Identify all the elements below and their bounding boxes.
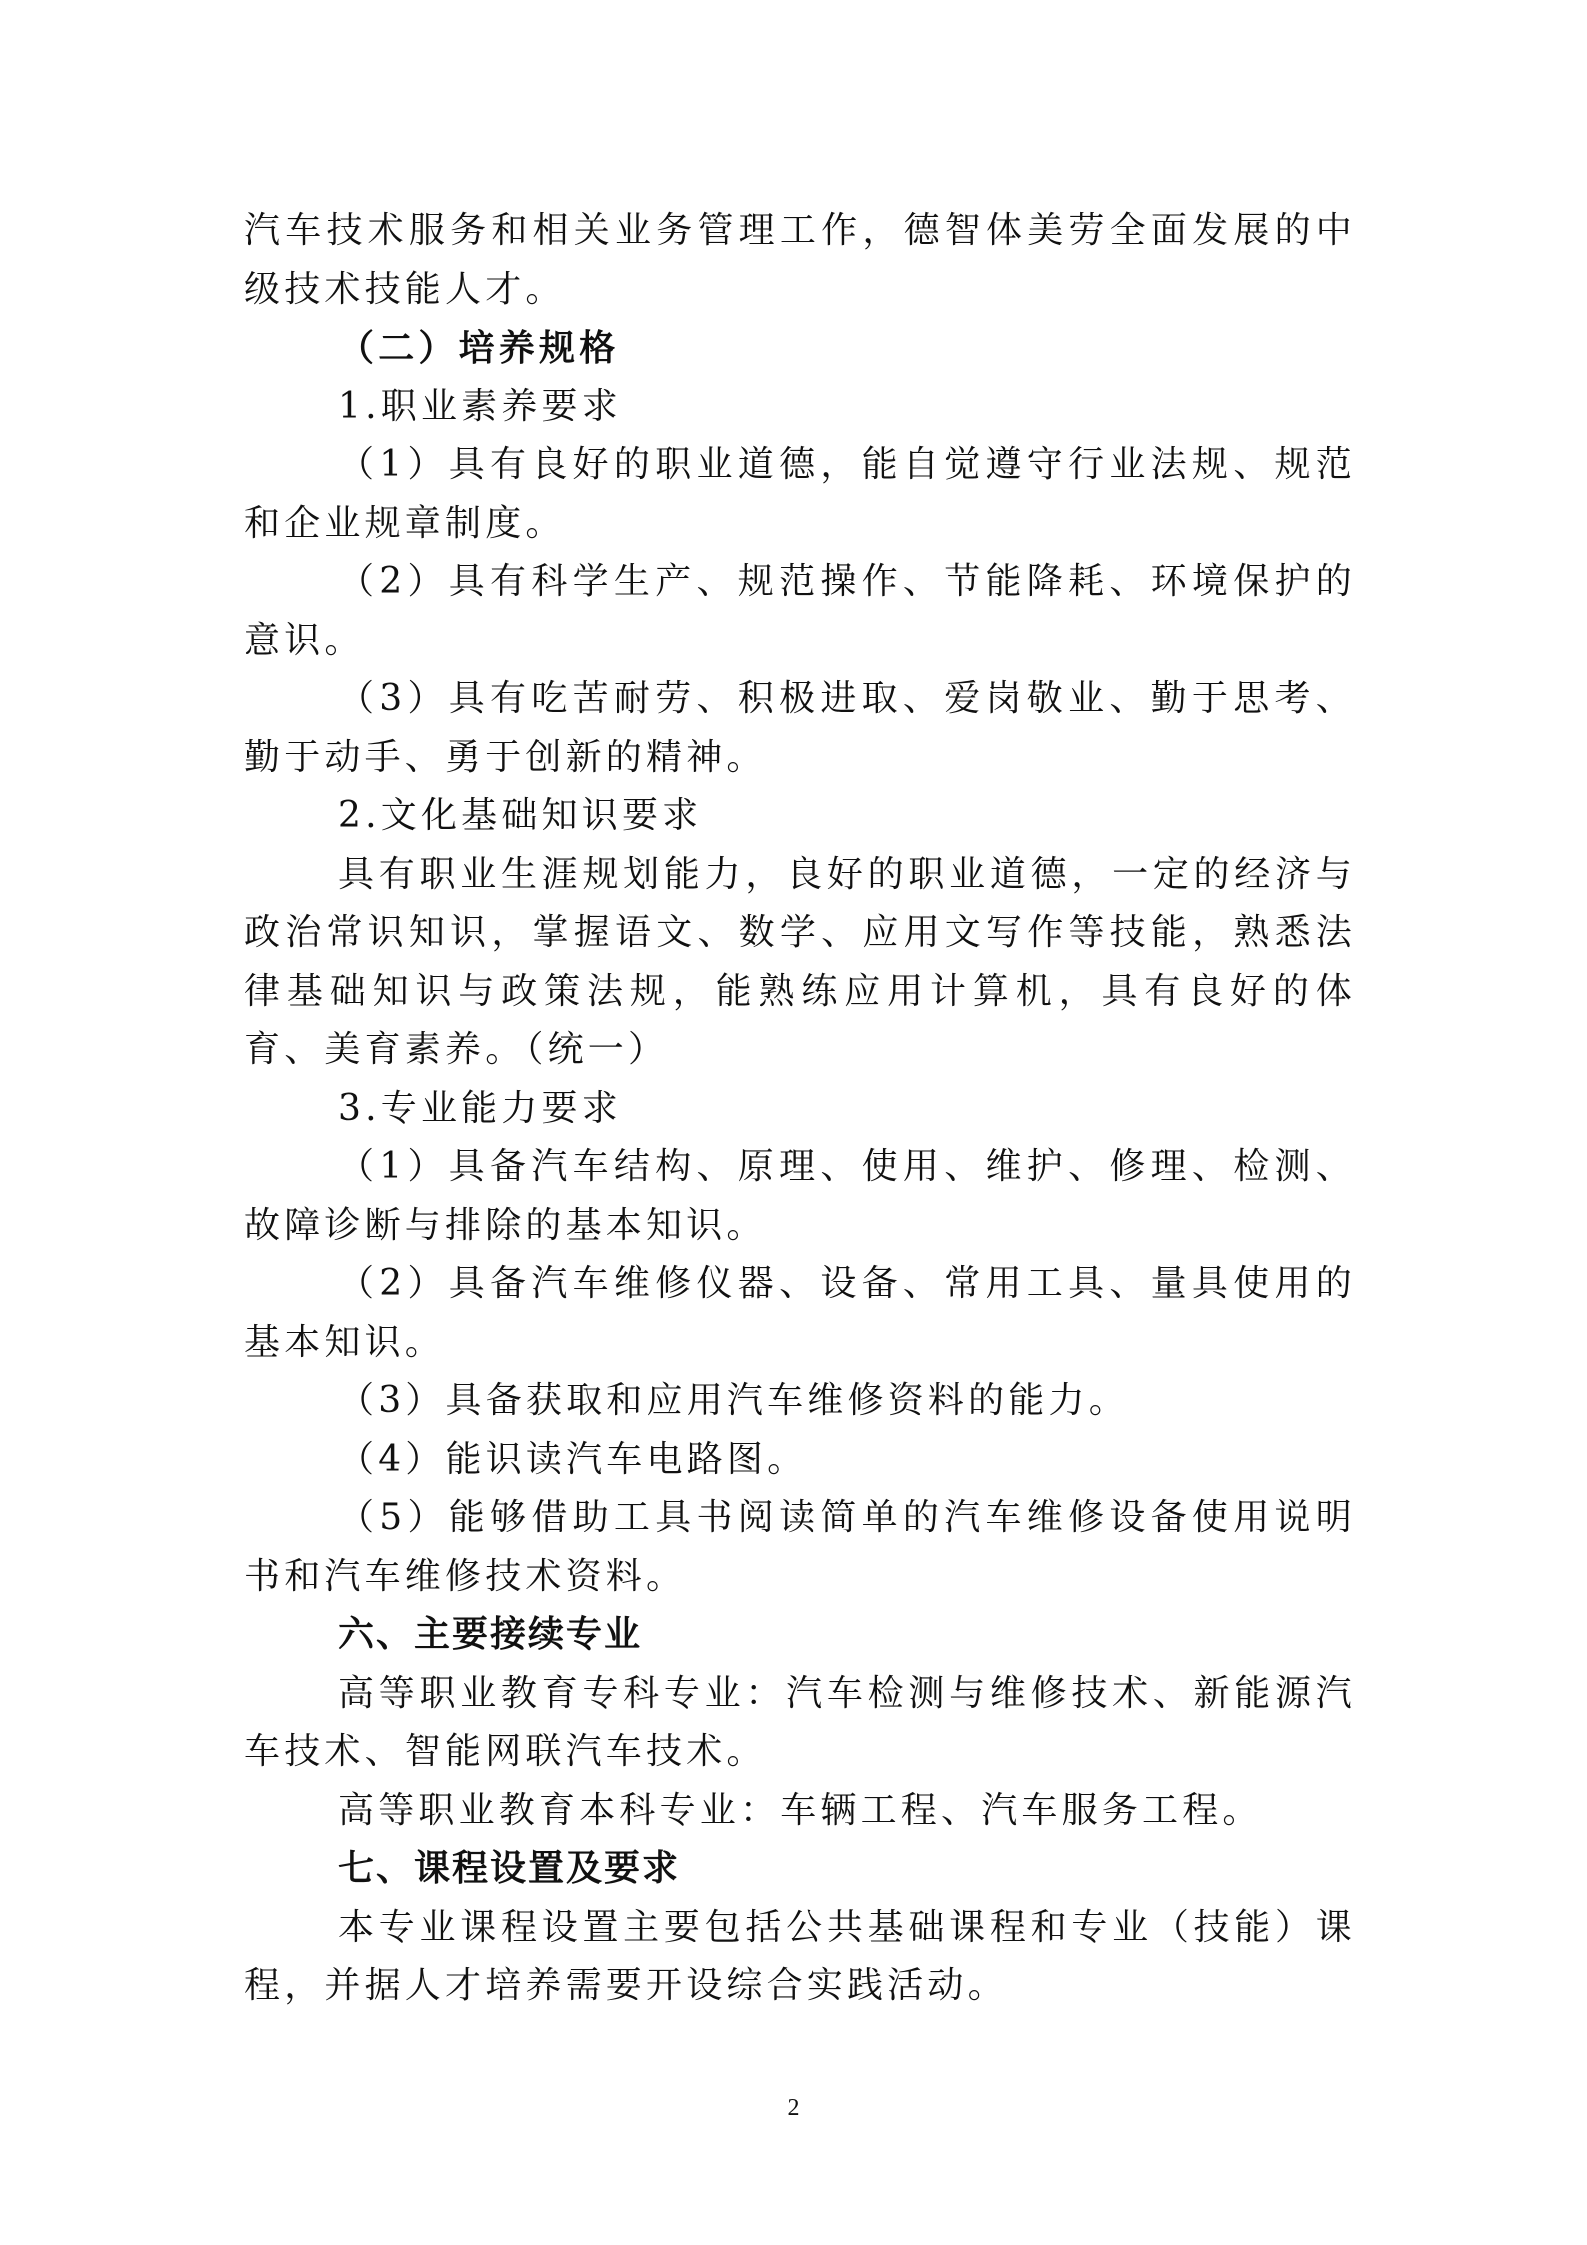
professional-ability-item-2: （2）具备汽车维修仪器、设备、常用工具、量具使用的基本知识。: [244, 1263, 1356, 1363]
professional-ability-item-3: （3）具备获取和应用汽车维修资料的能力。: [338, 1380, 1129, 1421]
subsection-heading-training-spec: （二）培养规格: [338, 327, 620, 369]
professional-quality-item-3: （3）具有吃苦耐劳、积极进取、爱岗敬业、勤于思考、勤于动手、勇于创新的精神。: [244, 678, 1356, 778]
document-body: [244, 202, 1356, 2016]
culture-paragraph: 具有职业生涯规划能力，良好的职业道德，一定的经济与政治常识知识，掌握语文、数学、应用文写作等技能，熟悉法律基础知识与政策法规，能熟练应用计算机，具有良好的体育、美育素养。（统一）: [244, 853, 1356, 1070]
intro-paragraph: 汽车技术服务和相关业务管理工作，德智体美劳全面发展的中级技术技能人才。: [244, 210, 1356, 310]
curriculum-paragraph: 本专业课程设置主要包括公共基础课程和专业（技能）课程，并据人才培养需要开设综合实践活动。: [244, 1906, 1356, 2006]
professional-quality-item-2: （2）具有科学生产、规范操作、节能降耗、环境保护的意识。: [244, 561, 1356, 661]
continuing-majors-undergraduate: 高等职业教育本科专业：车辆工程、汽车服务工程。: [338, 1789, 1263, 1831]
professional-ability-item-4: （4）能识读汽车电路图。: [338, 1438, 808, 1480]
item-heading-culture: 2.文化基础知识要求: [338, 795, 703, 836]
section-heading-continuing-majors: 六、主要接续专业: [338, 1614, 643, 1655]
professional-quality-item-1: （1）具有良好的职业道德，能自觉遵守行业法规、规范和企业规章制度。: [244, 444, 1356, 544]
item-heading-professional-quality: 1.职业素养要求: [338, 385, 622, 427]
professional-ability-item-5: （5）能够借助工具书阅读简单的汽车维修设备使用说明书和汽车维修技术资料。: [244, 1497, 1356, 1597]
section-heading-curriculum: 七、课程设置及要求: [338, 1848, 681, 1889]
page-number: 2: [787, 2095, 800, 2121]
professional-ability-item-1: （1）具备汽车结构、原理、使用、维护、修理、检测、故障诊断与排除的基本知识。: [244, 1146, 1356, 1246]
continuing-majors-vocational: 高等职业教育专科专业：汽车检测与维修技术、新能源汽车技术、智能网联汽车技术。: [244, 1672, 1356, 1772]
item-heading-professional-ability: 3.专业能力要求: [338, 1087, 622, 1129]
